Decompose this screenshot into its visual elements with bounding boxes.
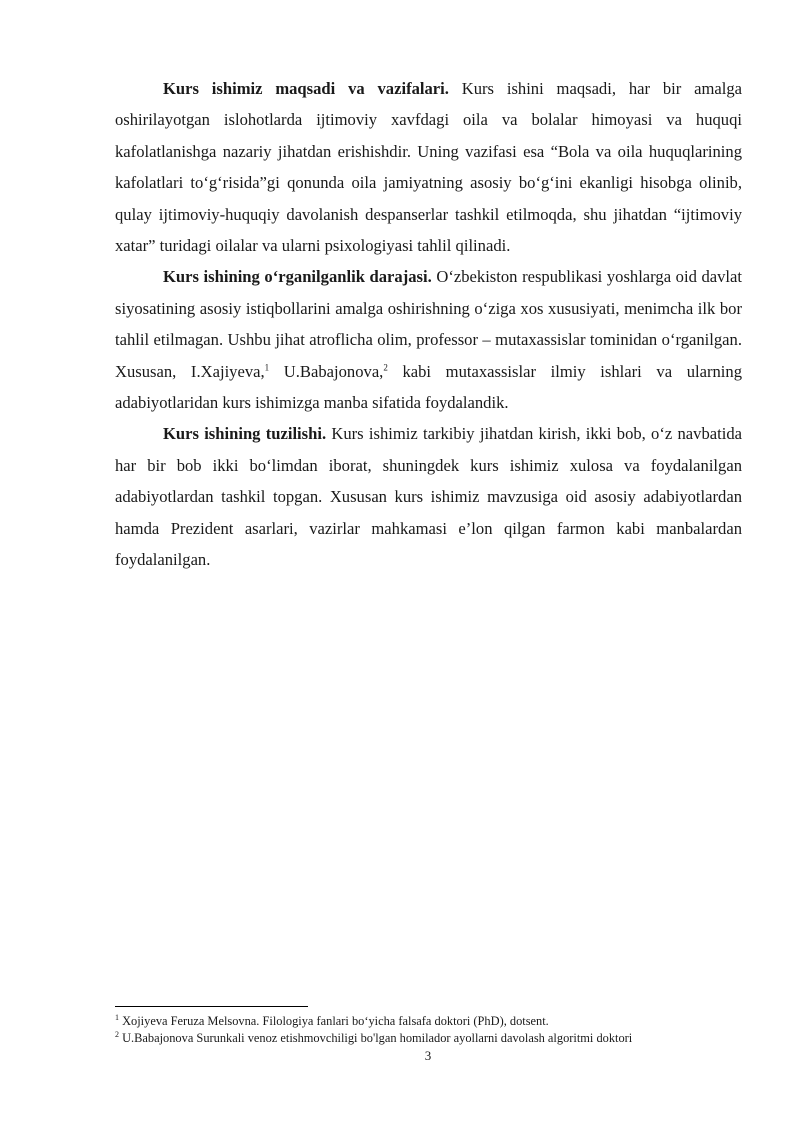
body-text xyxy=(115,73,742,576)
footnote-reference[interactable]: 2 xyxy=(383,362,388,373)
footnote-text: U.Babajonova Surunkali venoz etishmovchiligi bo'lgan homilador ayollarni davolash algoritmi doktori xyxy=(119,1031,633,1045)
paragraph-heading: Kurs ishining tuzilishi. xyxy=(163,424,327,444)
footnote-reference[interactable]: 1 xyxy=(264,362,270,373)
footnote-mark: 1 xyxy=(115,1012,119,1022)
paragraph-text: kabi mutaxassislar ilmiy ishlari va ularning adabiyotlaridan kurs ishimizga manba sifatida foydalandik. xyxy=(115,361,742,413)
paragraph-text: Kurs ishini maqsadi, har bir amalga oshirilayotgan islohotlarda ijtimoviy xavfdagi oila va bolalar himoyasi va huquqi kafolatlanishga nazariy jihatdan erishishdir. Uning vazifasi esa “Bola va oila huquqlarining kafolatlari to‘g‘risida”gi qonunda oila jamiyatning asosiy bo‘g‘ini ekanligi hisobga olinib, qulay ijtimoviy-huquqiy davolanish despanserlar tashkil etilmoqda, shu jihatdan “ijtimoviy xatar” turidagi oilalar va ularni psixologiyasi tahlil qilinadi. xyxy=(115,79,742,256)
footnote-item xyxy=(115,1030,755,1047)
paragraph-text: U.Babajonova, xyxy=(269,361,384,381)
footnote-mark: 2 xyxy=(115,1029,119,1039)
paragraph-study-level xyxy=(115,261,742,418)
paragraph-heading: Kurs ishining o‘rganilganlik darajasi. xyxy=(163,267,432,287)
paragraph-heading: Kurs ishimiz maqsadi va vazifalari. xyxy=(163,79,449,98)
paragraph-text: Kurs ishimiz tarkibiy jihatdan kirish, ikki bob, o‘z navbatida har bir bob ikki bo‘limdan iborat, shuningdek kurs ishimiz xulosa va foydalanilgan adabiyotlardan tashkil topgan. Xususan kurs ishimiz mavzusiga oid asosiy adabiyotlardan hamda Prezident asarlari, vazirlar mahkamasi e’lon qilgan farmon kabi manbalardan foydalanilgan. xyxy=(115,424,742,570)
paragraph-structure xyxy=(115,418,742,575)
page-number: 3 xyxy=(424,1048,432,1063)
footnotes xyxy=(115,1013,755,1047)
footnote-separator xyxy=(115,1006,308,1007)
paragraph-text: O‘zbekiston respublikasi yoshlarga oid davlat siyosatining asosiy istiqbollarini amalga oshirishning o‘ziga xos xususiyati, menimcha ilk bor tahlil etilmagan. Ushbu jihat atroflicha olim, professor – mutaxassislar tominidan o‘rganilgan. Xususan, I.Xajiyeva, xyxy=(115,267,743,381)
footnote-item xyxy=(115,1013,755,1030)
footnote-text: Xojiyeva Feruza Melsovna. Filologiya fanlari bo‘yicha falsafa doktori (PhD), dotsent. xyxy=(119,1014,549,1028)
paragraph-goals xyxy=(115,73,742,261)
